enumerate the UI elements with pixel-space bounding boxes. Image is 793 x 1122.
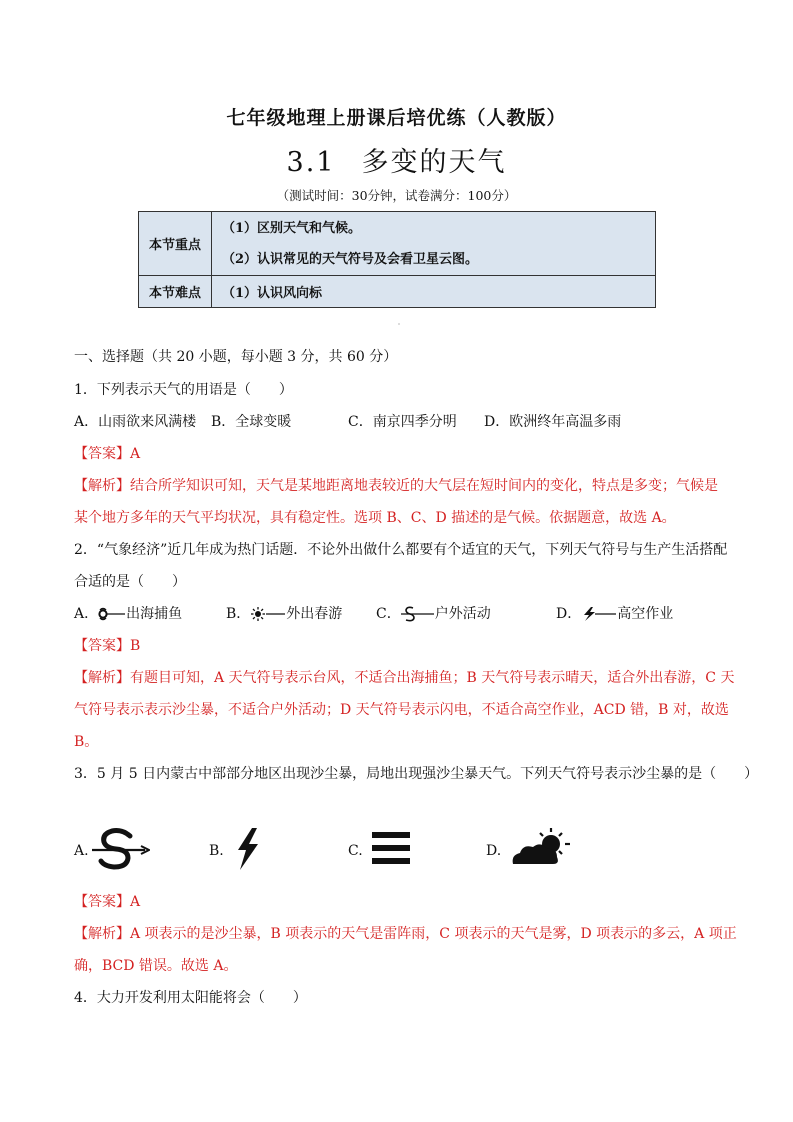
analysis-line: 某个地方多年的天气平均状况，具有稳定性。选项 B、C、D 描述的是气候。依据题意，故选 A。 [74, 510, 676, 526]
question-stem: 合适的是（ ） [74, 574, 186, 590]
question-stem: 1．下列表示天气的用语是（ ） [74, 382, 293, 398]
typhoon-icon [98, 607, 126, 621]
answer: 【答案】B [74, 638, 141, 654]
option-a [74, 603, 226, 623]
option-text: 出海捕鱼 [126, 606, 183, 622]
option-text: 外出春游 [286, 606, 343, 622]
option-a: A．山雨欲来风满楼 [74, 414, 197, 430]
sandstorm-icon [401, 605, 435, 623]
option-letter: B. [209, 843, 224, 859]
question-options [74, 411, 724, 431]
key-points-table [138, 211, 656, 308]
section-number: 3.1 [286, 147, 336, 178]
option-text: 高空作业 [617, 606, 674, 622]
option-c [376, 603, 556, 623]
focus-point: （2）认识常见的天气符号及会看卫星云图。 [222, 251, 479, 267]
sunny-icon [250, 607, 286, 621]
document-title: 七年级地理上册课后培优练（人教版） [226, 107, 567, 129]
option-letter: C. [348, 843, 363, 859]
sandstorm-icon [92, 828, 150, 874]
option-b [226, 603, 376, 623]
option-letter: B． [226, 606, 251, 622]
option-text: 户外活动 [434, 606, 491, 622]
answer: 【答案】A [74, 894, 141, 910]
analysis-line: 确，BCD 错误。故选 A。 [74, 958, 238, 974]
question-stem: 4．大力开发利用太阳能将会（ ） [74, 990, 307, 1006]
question-options [74, 603, 724, 623]
fog-icon [372, 832, 410, 870]
question-stem: 3．5 月 5 日内蒙古中部部分地区出现沙尘暴，局地出现强沙尘暴天气。下列天气符号表示沙尘暴的是（ ） [74, 766, 759, 782]
option-letter: C． [376, 606, 401, 622]
analysis-line: 气符号表示表示沙尘暴，不适合户外活动；D 天气符号表示闪电，不适合高空作业，ACD 错，B 对，故选 [74, 702, 729, 718]
analysis-line: B。 [74, 734, 99, 750]
answer: 【答案】A [74, 446, 141, 462]
option-d [556, 603, 673, 623]
option-letter: D. [486, 843, 502, 859]
analysis-line: 【解析】结合所学知识可知，天气是某地距离地表较近的大气层在短时间内的变化，特点是多变；气候是 [74, 478, 718, 494]
question-stem: 2．“气象经济”近几年成为热门话题．不论外出做什么都要有个适宜的天气，下列天气符号与生产生活搭配 [74, 542, 728, 558]
option-b: B．全球变暖 [211, 414, 292, 430]
focus-point: （1）区别天气和气候。 [222, 220, 362, 236]
option-letter: D． [556, 606, 582, 622]
difficulty-label: 本节难点 [139, 276, 212, 308]
option-d: D．欧洲终年高温多雨 [484, 414, 622, 430]
focus-points-cell [212, 212, 656, 276]
analysis-line: 【解析】有题目可知，A 天气符号表示台风，不适合出海捕鱼；B 天气符号表示晴天，适合外出春游，C 天 [74, 670, 735, 686]
thunderstorm-icon [235, 828, 261, 874]
option-letter: A. [74, 843, 89, 859]
scan-speck [398, 323, 400, 325]
analysis-line: 【解析】A 项表示的是沙尘暴，B 项表示的天气是雷阵雨，C 项表示的天气是雾，D 项表示的多云，A 项正 [74, 926, 737, 942]
option-c: C．南京四季分明 [348, 414, 457, 430]
partly-cloudy-icon [511, 828, 571, 870]
difficulty-point: （1）认识风向标 [212, 276, 656, 308]
choice-section-heading: 一、选择题（共 20 小题，每小题 3 分，共 60 分） [74, 349, 398, 365]
focus-label: 本节重点 [139, 212, 212, 276]
option-letter: A． [74, 606, 99, 622]
section-heading [0, 140, 793, 179]
test-info: （测试时间：30分钟，试卷满分：100分） [276, 188, 517, 203]
lightning-icon [581, 606, 617, 622]
section-title: 多变的天气 [361, 147, 507, 178]
